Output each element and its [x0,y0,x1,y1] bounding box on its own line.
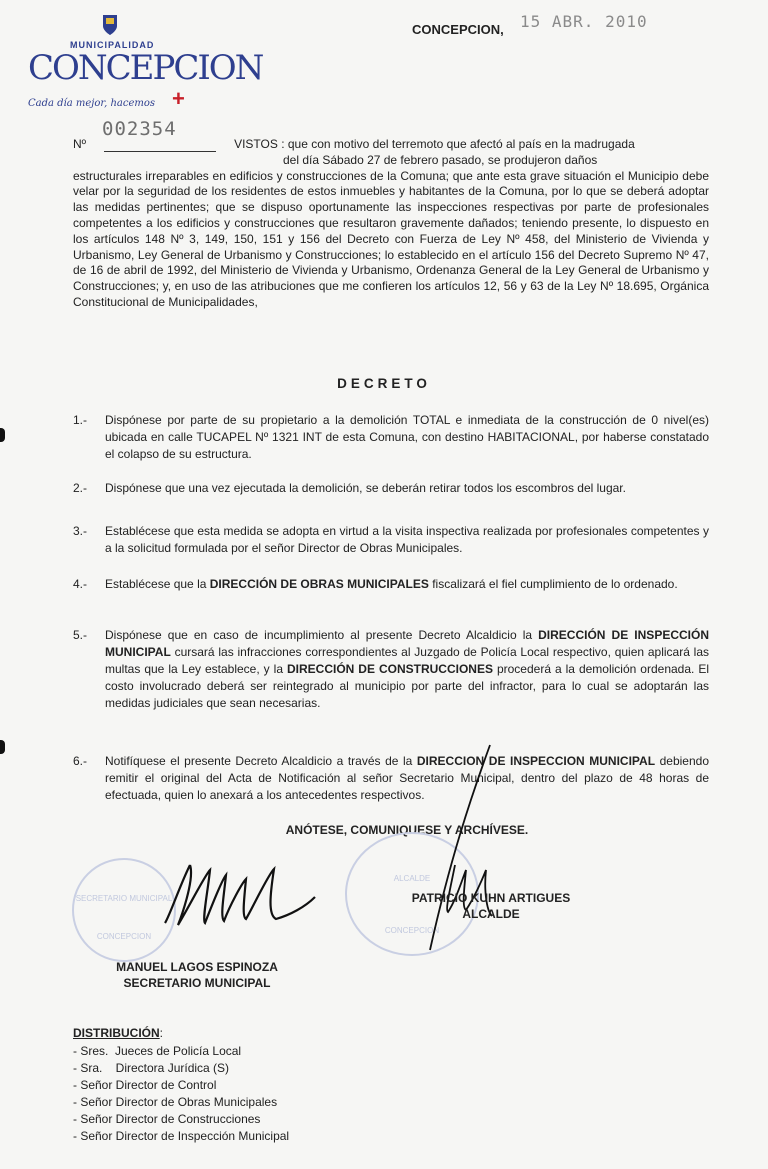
item-text: Dispónese por parte de su propietario a la demolición TOTAL e inmediata de la construcción de 0 nivel(es) ubicada en calle TUCAPEL Nº 1321 INT de esta Comuna, con destino HABITACIONAL, por haberse constatado el colapso de su estructura. [105,413,709,461]
distribution-item: - Señor Director de Control [73,1078,217,1092]
decreto-title: DECRETO [337,376,431,391]
bold-reference: DIRECCION DE INSPECCION MUNICIPAL [416,754,656,768]
decree-item-4 [73,576,709,593]
bold-reference: DIRECCIÓN DE OBRAS MUNICIPALES [209,577,429,591]
logo-municipality-label: MUNICIPALIDAD [70,40,155,50]
secretary-seal: SECRETARIO MUNICIPAL CONCEPCION [72,858,176,962]
closing-formula: ANÓTESE, COMUNIQUESE Y ARCHÍVESE. [285,823,529,837]
mayor-seal: ALCALDE CONCEPCION [345,832,479,956]
decree-item-6 [73,753,709,804]
secretary-title: SECRETARIO MUNICIPAL [123,976,271,990]
vistos-line-1: VISTOS : que con motivo del terremoto que afectó al país en la madrugada [234,137,635,151]
item-number: 4.- [73,577,88,591]
distribution-item: - Sra. Directora Jurídica (S) [73,1061,230,1075]
mayor-signature [400,740,510,970]
binder-hole-mark [0,428,5,442]
decree-number: 002354 [102,118,177,140]
decree-number-label: Nº [73,137,87,151]
crest-icon [102,14,118,36]
logo-cross-icon: + [172,86,185,111]
mayor-title: ALCALDE [462,907,520,921]
mayor-name: PATRICIO KUHN ARTIGUES [411,891,571,905]
item-text: Dispónese que una vez ejecutada la demolición, se deberán retirar todos los escombros del lugar. [105,481,626,495]
logo-tagline: Cada día mejor, hacemos [28,98,156,109]
city-label: CONCEPCION, [412,22,504,37]
item-number: 5.- [73,628,88,642]
distribution-title: DISTRIBUCIÓN: [73,1026,164,1040]
date-stamp: 15 ABR. 2010 [520,12,648,31]
distribution-item: - Señor Director de Construcciones [73,1112,261,1126]
item-text: Dispónese que en caso de incumplimiento al presente Decreto Alcaldicio la DIRECCIÓN DE INSPECCIÓN MUNICIPAL cursará las infracciones correspondientes al Juzgado de Policía Local respectivo, quien aplicará las multas que la Ley establece, y la DIRECCIÓN DE CONSTRUCCIONES procederá a la demolición ordenada. El costo involucrado deberá ser reintegrado al municipio por parte del infractor, para lo cual se adoptarán las medidas judiciales que sean necesarias. [105,628,709,710]
item-text: Establécese que esta medida se adopta en virtud a la visita inspectiva realizada por profesionales competentes y a la solicitud formulada por el señor Director de Obras Municipales. [105,524,709,555]
distribution-list [73,1043,289,1145]
decree-item-5 [73,627,709,712]
logo-name: CONCEPCION [28,48,263,88]
item-number: 2.- [73,481,88,495]
vistos-paragraph [73,137,709,311]
bold-reference: DIRECCIÓN DE CONSTRUCCIONES [286,662,493,676]
secretary-signature [150,845,320,930]
municipality-logo [22,14,263,124]
decree-item-3 [73,523,709,557]
binder-hole-mark [0,740,5,754]
item-number: 3.- [73,524,88,538]
bold-reference: DIRECCIÓN DE INSPECCIÓN MUNICIPAL [105,628,709,659]
vistos-line-2: del día Sábado 27 de febrero pasado, se produjeron daños [283,152,598,167]
item-number: 6.- [73,754,88,768]
distribution-item: - Señor Director de Obras Municipales [73,1095,278,1109]
item-text: Establécese que la DIRECCIÓN DE OBRAS MUNICIPALES fiscalizará el fiel cumplimiento de lo ordenado. [105,577,678,591]
decree-item-1 [73,412,709,463]
mayor-signature-block [396,890,586,922]
secretary-name: MANUEL LAGOS ESPINOZA [116,960,278,974]
distribution-item: - Sres. Jueces de Policía Local [73,1044,242,1058]
decree-item-2 [73,480,709,497]
secretary-signature-block [92,959,302,991]
item-text: Notifíquese el presente Decreto Alcaldicio a través de la DIRECCION DE INSPECCION MUNICIPAL debiendo remitir el original del Acta de Notificación al señor Secretario Municipal, dentro del plazo de 48 horas de efectuada, quien lo anexará a los antecedentes respectivos. [105,754,709,802]
distribution-item: - Señor Director de Inspección Municipal [73,1129,290,1143]
item-number: 1.- [73,413,88,427]
vistos-body: estructurales irreparables en edificios y construcciones de la Comuna; que ante esta grave situación el Municipio debe velar por la seguridad de los residentes de estos inmuebles y habitantes de la Comuna, por lo que se deberá adoptar las medidas pertinentes; que se dispuso oportunamente las inspecciones respectivas por parte de profesionales competentes a los edificios y construcciones que resultaron gravemente dañados; teniendo presente, lo dispuesto en los artículos 148 Nº 3, 149, 150, 151 y 156 del Decreto con Fuerza de Ley Nº 458, del Ministerio de Vivienda y Urbanismo, Ley General de Urbanismo y Construcciones; lo establecido en el artículo 156 del Decreto Supremo Nº 47, de 16 de abril de 1992, del Ministerio de Vivienda y Urbanismo, Ordenanza General de la Ley General de Urbanismo y Construcciones; y, en uso de las atribuciones que me confieren los artículos 12, 56 y 63 de la Ley Nº 18.695, Orgánica Constitucional de Municipalidades, [73,168,709,309]
